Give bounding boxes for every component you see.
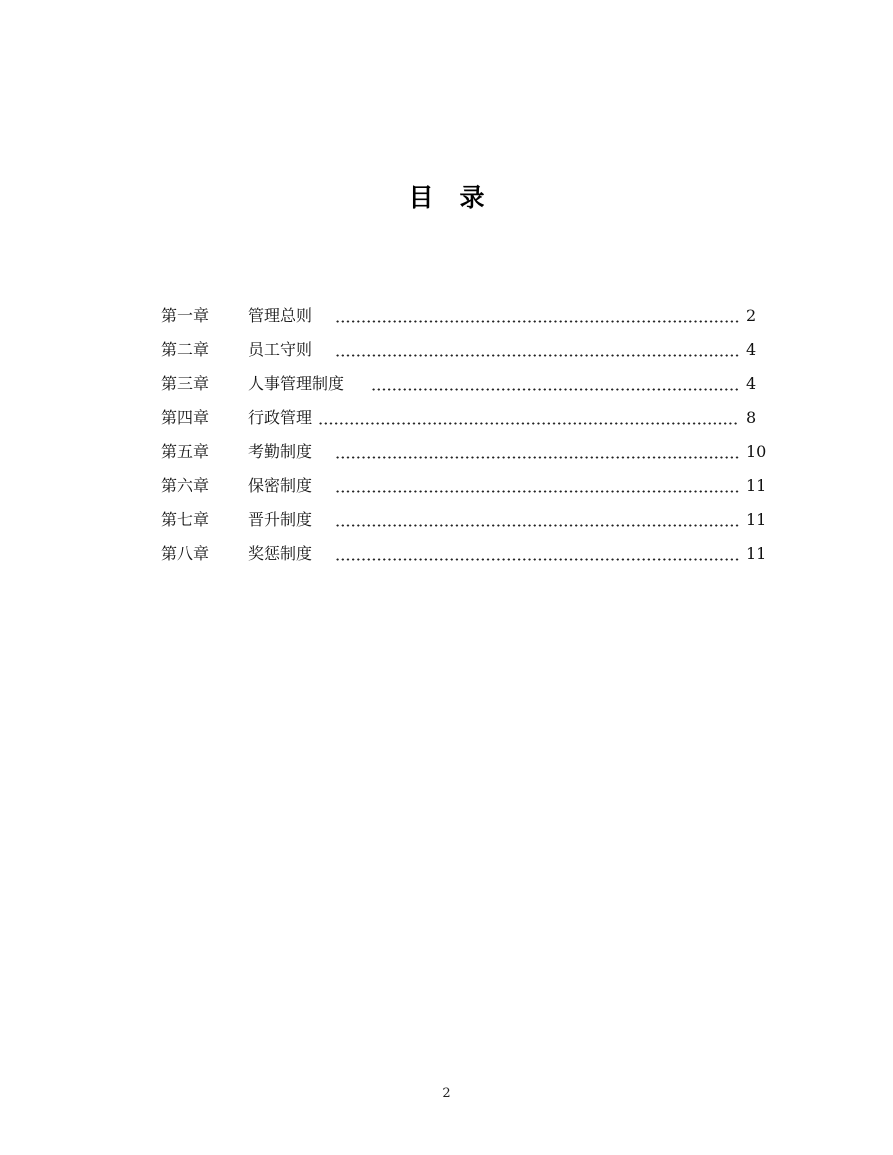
chapter-number: 第七章 [161, 510, 210, 529]
toc-entry[interactable] [161, 541, 767, 575]
page-number-footer: 2 [442, 1086, 451, 1101]
dot-leader [335, 354, 739, 357]
page-title: 目录 [408, 183, 511, 212]
chapter-number: 第二章 [161, 340, 210, 359]
chapter-page-number: 2 [746, 306, 757, 325]
dot-leader [335, 558, 739, 561]
chapter-title: 晋升制度 [248, 510, 313, 529]
chapter-page-number: 4 [746, 340, 757, 359]
dot-leader [335, 456, 739, 459]
chapter-number: 第六章 [161, 476, 210, 495]
chapter-title: 管理总则 [248, 306, 313, 325]
toc-entry[interactable] [161, 337, 767, 371]
chapter-title: 行政管理 [248, 408, 313, 427]
chapter-page-number: 4 [746, 374, 757, 393]
toc-entry[interactable] [161, 405, 767, 439]
dot-leader [335, 320, 739, 323]
chapter-title: 人事管理制度 [248, 374, 345, 393]
table-of-contents [161, 303, 767, 575]
toc-entry[interactable] [161, 507, 767, 541]
toc-entry[interactable] [161, 439, 767, 473]
chapter-number: 第四章 [161, 408, 210, 427]
dot-leader [335, 524, 739, 527]
chapter-page-number: 11 [746, 476, 767, 495]
chapter-number: 第五章 [161, 442, 210, 461]
chapter-number: 第八章 [161, 544, 210, 563]
chapter-page-number: 8 [746, 408, 757, 427]
toc-entry[interactable] [161, 473, 767, 507]
dot-leader [335, 490, 739, 493]
toc-entry[interactable] [161, 303, 767, 337]
chapter-page-number: 11 [746, 510, 767, 529]
chapter-title: 奖惩制度 [248, 544, 313, 563]
dot-leader [318, 422, 739, 425]
chapter-title: 员工守则 [248, 340, 313, 359]
toc-entry[interactable] [161, 371, 767, 405]
chapter-title: 考勤制度 [248, 442, 313, 461]
dot-leader [371, 388, 739, 391]
chapter-page-number: 10 [746, 442, 767, 461]
chapter-number: 第三章 [161, 374, 210, 393]
chapter-title: 保密制度 [248, 476, 313, 495]
chapter-number: 第一章 [161, 306, 210, 325]
chapter-page-number: 11 [746, 544, 767, 563]
